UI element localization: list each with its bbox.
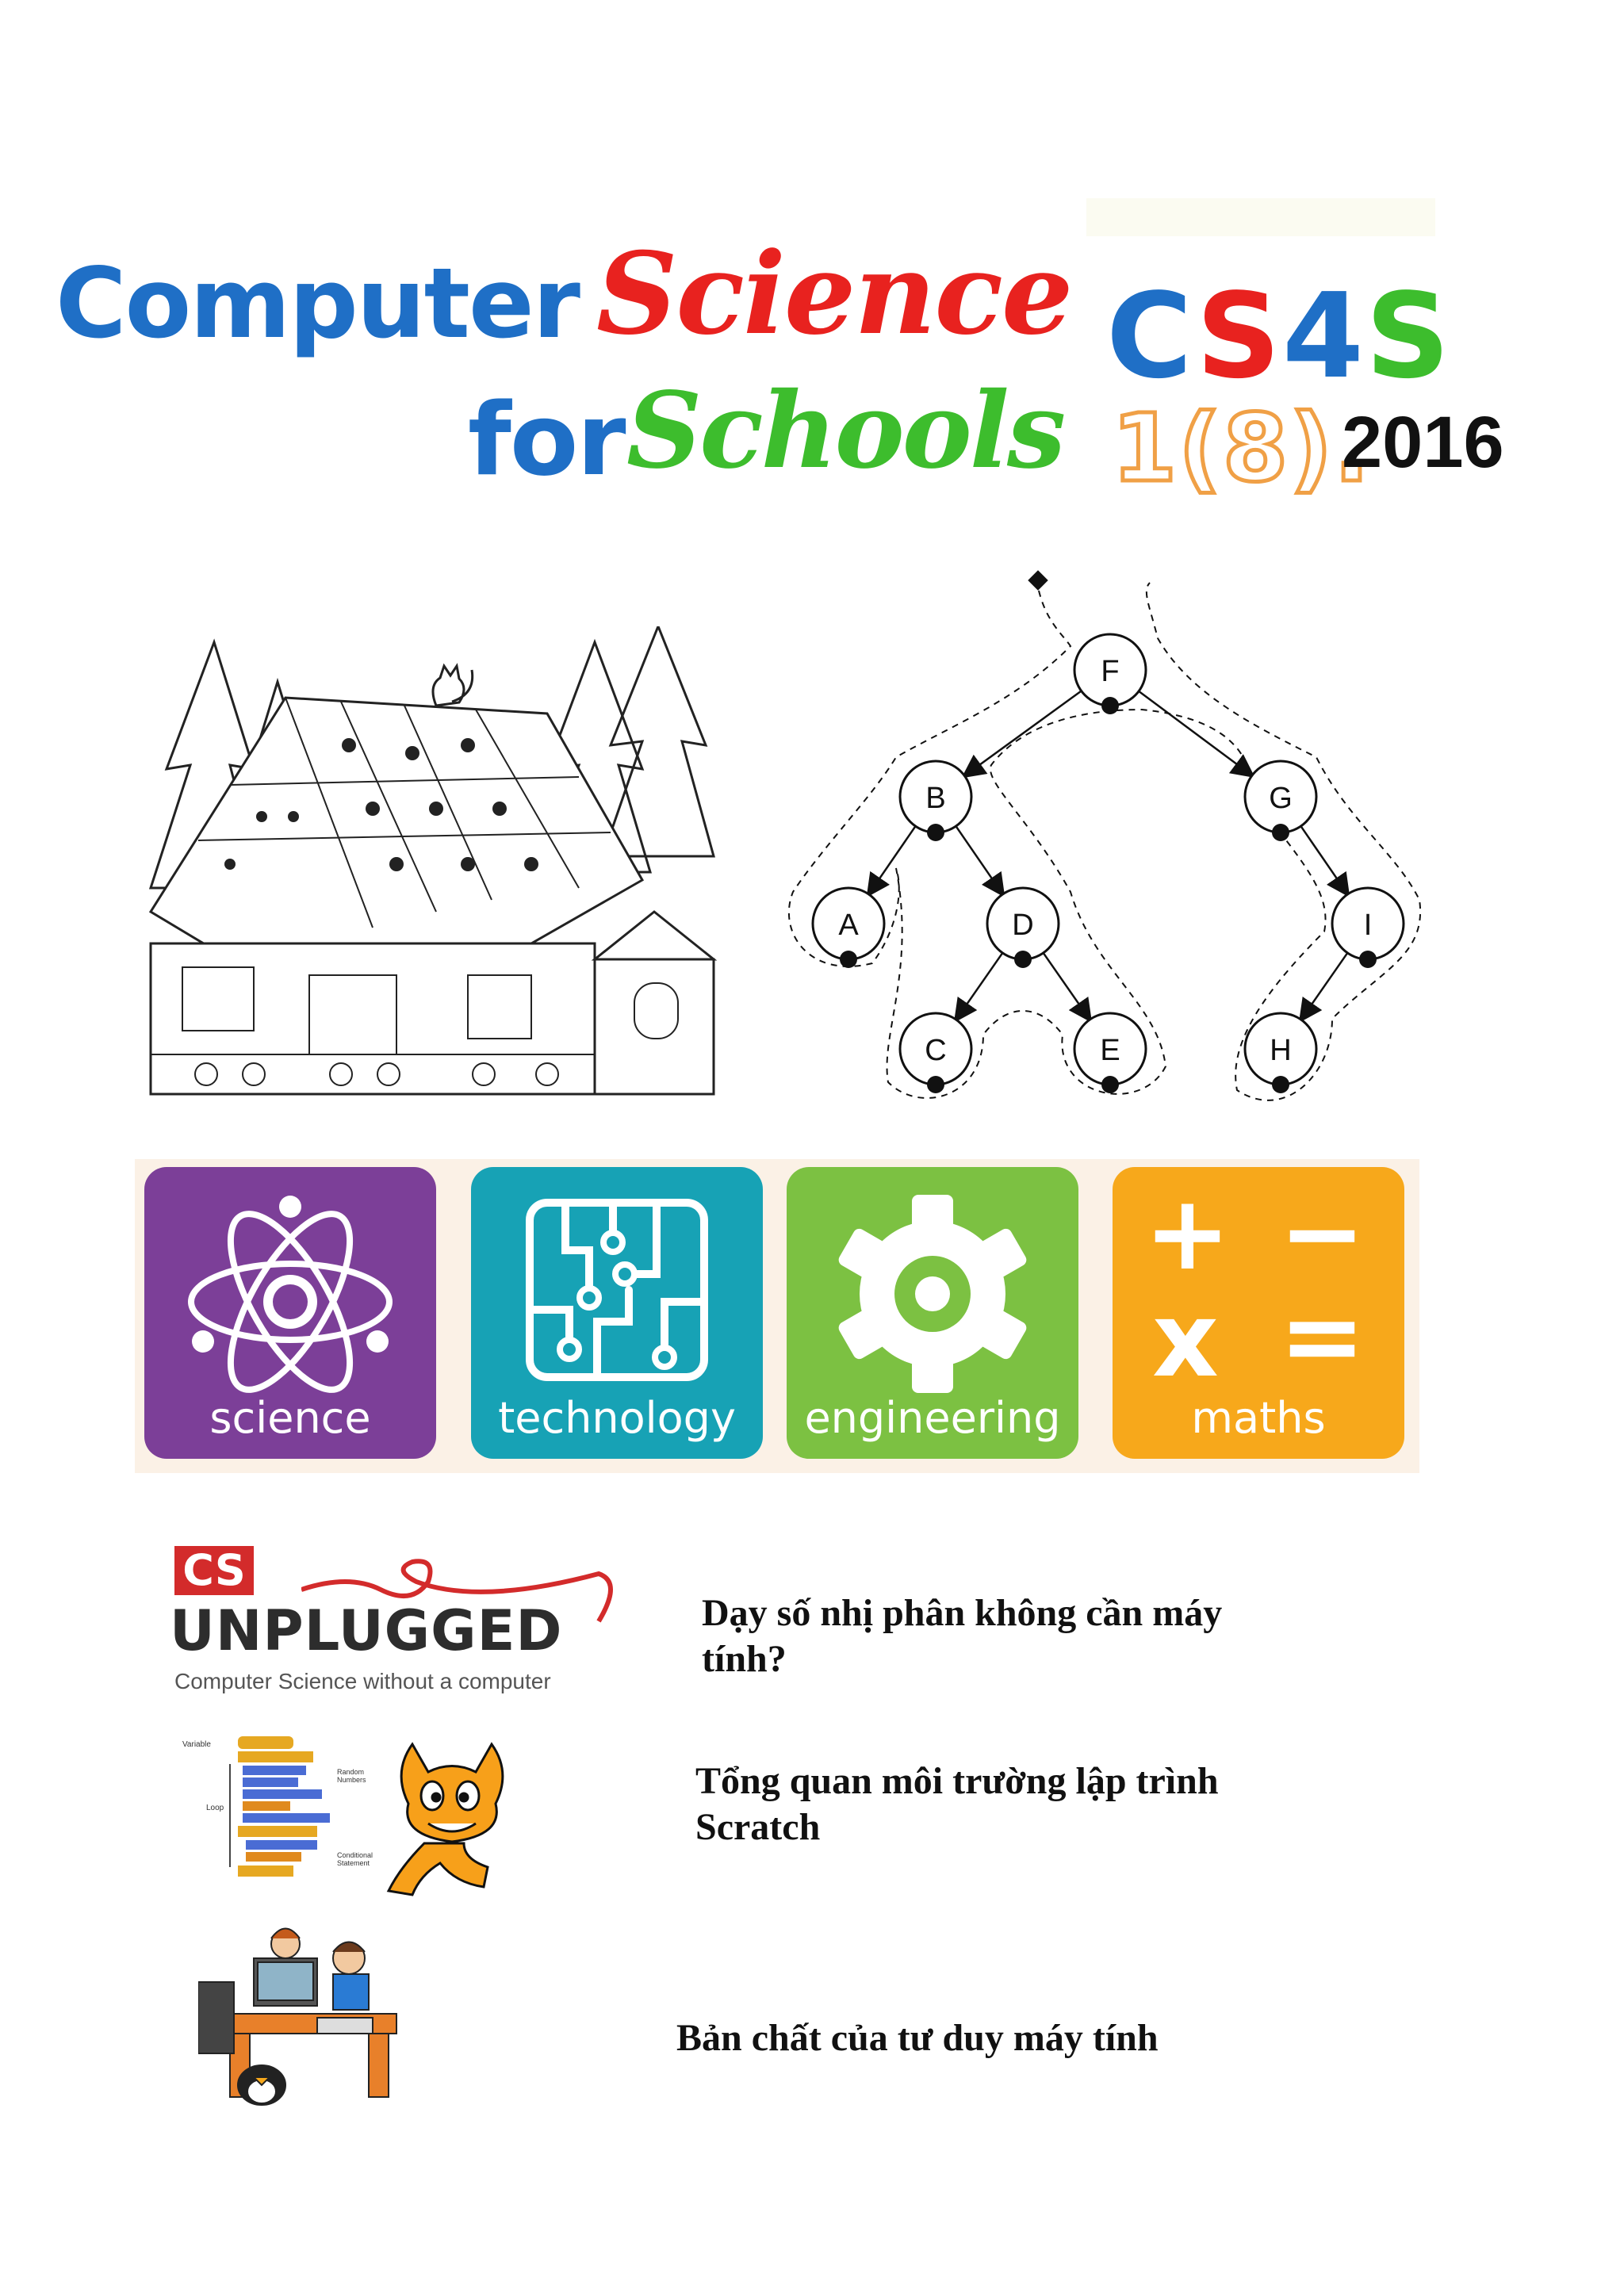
tree-edge-DC — [956, 953, 1003, 1020]
article-title-computational-thinking: Bản chất của tư duy máy tính — [676, 2017, 1159, 2059]
stem-label-maths: maths — [1191, 1393, 1326, 1443]
scratch-code-blocks-icon — [222, 1732, 341, 1899]
stem-label-technology: technology — [498, 1393, 736, 1443]
binary-tree-traversal-diagram — [777, 559, 1443, 1114]
issue-year: 2016 — [1342, 402, 1504, 483]
times-symbol: x — [1152, 1280, 1219, 1400]
math-symbols-icon — [1144, 1173, 1374, 1400]
scratch-label-random: Random Numbers — [337, 1768, 366, 1784]
title-for: for — [468, 381, 625, 498]
issue-number: 1(8). — [1112, 393, 1371, 503]
tree-edge-BD — [956, 826, 1002, 894]
brand-letter: C — [1106, 268, 1197, 404]
tree-node-F — [1074, 634, 1146, 714]
tree-node-label: I — [1363, 909, 1373, 942]
circuit-icon — [518, 1191, 716, 1389]
stem-panel — [135, 1159, 1419, 1473]
tree-node-E — [1074, 1013, 1146, 1093]
title-science: Science — [596, 228, 1072, 360]
tree-node-A — [813, 888, 884, 968]
traversal-start-marker — [1028, 570, 1048, 590]
tree-node-label: D — [1012, 909, 1034, 942]
unplugged-tagline: Computer Science without a computer — [174, 1669, 551, 1693]
tree-node-H — [1245, 1013, 1316, 1093]
tree-edge-DE — [1044, 953, 1090, 1020]
tree-edge-IH — [1301, 953, 1348, 1020]
tree-node-label: C — [925, 1034, 947, 1067]
equals-symbol: = — [1279, 1276, 1365, 1396]
brand-letter: S — [1365, 268, 1452, 404]
tree-node-label: H — [1270, 1034, 1292, 1067]
tree-edge-GI — [1300, 826, 1347, 894]
tree-node-G — [1245, 761, 1316, 841]
decorative-strip — [1086, 198, 1435, 236]
stem-tile-maths — [1113, 1167, 1404, 1459]
tree-node-label: F — [1101, 655, 1120, 688]
cs-badge: CS — [174, 1546, 254, 1595]
tree-node-label: E — [1100, 1034, 1120, 1067]
stem-tile-science — [144, 1167, 436, 1459]
minus-symbol: − — [1279, 1173, 1365, 1293]
scratch-label-conditional: Conditional Statement — [337, 1851, 373, 1867]
article-title-scratch: Tổng quan môi trường lập trình Scratch — [695, 1760, 1219, 1848]
title-computer: Computer — [56, 247, 579, 360]
scratch-label-loop: Loop — [206, 1804, 224, 1812]
atom-icon — [183, 1191, 397, 1405]
tree-node-D — [987, 888, 1059, 968]
cs-unplugged-logo — [167, 1542, 626, 1701]
gingerbread-house-illustration — [135, 626, 833, 1102]
plus-symbol: + — [1144, 1173, 1231, 1293]
tree-node-label: G — [1269, 782, 1293, 815]
stem-label-science: science — [209, 1393, 371, 1443]
scratch-cat-icon — [377, 1732, 527, 1903]
stem-tile-engineering — [787, 1167, 1078, 1459]
stem-tile-technology — [471, 1167, 763, 1459]
tree-node-C — [900, 1013, 971, 1093]
tree-edge-BA — [868, 826, 915, 894]
tree-node-label: B — [925, 782, 946, 815]
brand-cs4s — [1106, 268, 1452, 404]
tree-node-label: A — [838, 909, 859, 942]
article-title-binary: Dạy số nhị phân không cần máy tính? — [702, 1592, 1223, 1680]
unplugged-word: UNPLUGGED — [170, 1598, 563, 1663]
brand-letter: S — [1196, 268, 1282, 404]
brand-letter: 4 — [1281, 268, 1365, 404]
scratch-label-variable: Variable — [182, 1740, 211, 1749]
tree-node-B — [900, 761, 971, 841]
tree-edge-FB — [964, 691, 1081, 775]
tree-edge-FG — [1139, 691, 1252, 775]
gear-icon — [829, 1191, 1036, 1397]
children-computer-illustration — [198, 1927, 420, 2109]
stem-label-engineering: engineering — [804, 1393, 1061, 1443]
title-schools: Schools — [626, 369, 1064, 492]
tree-node-I — [1332, 888, 1404, 968]
scratch-illustration — [182, 1732, 531, 1903]
